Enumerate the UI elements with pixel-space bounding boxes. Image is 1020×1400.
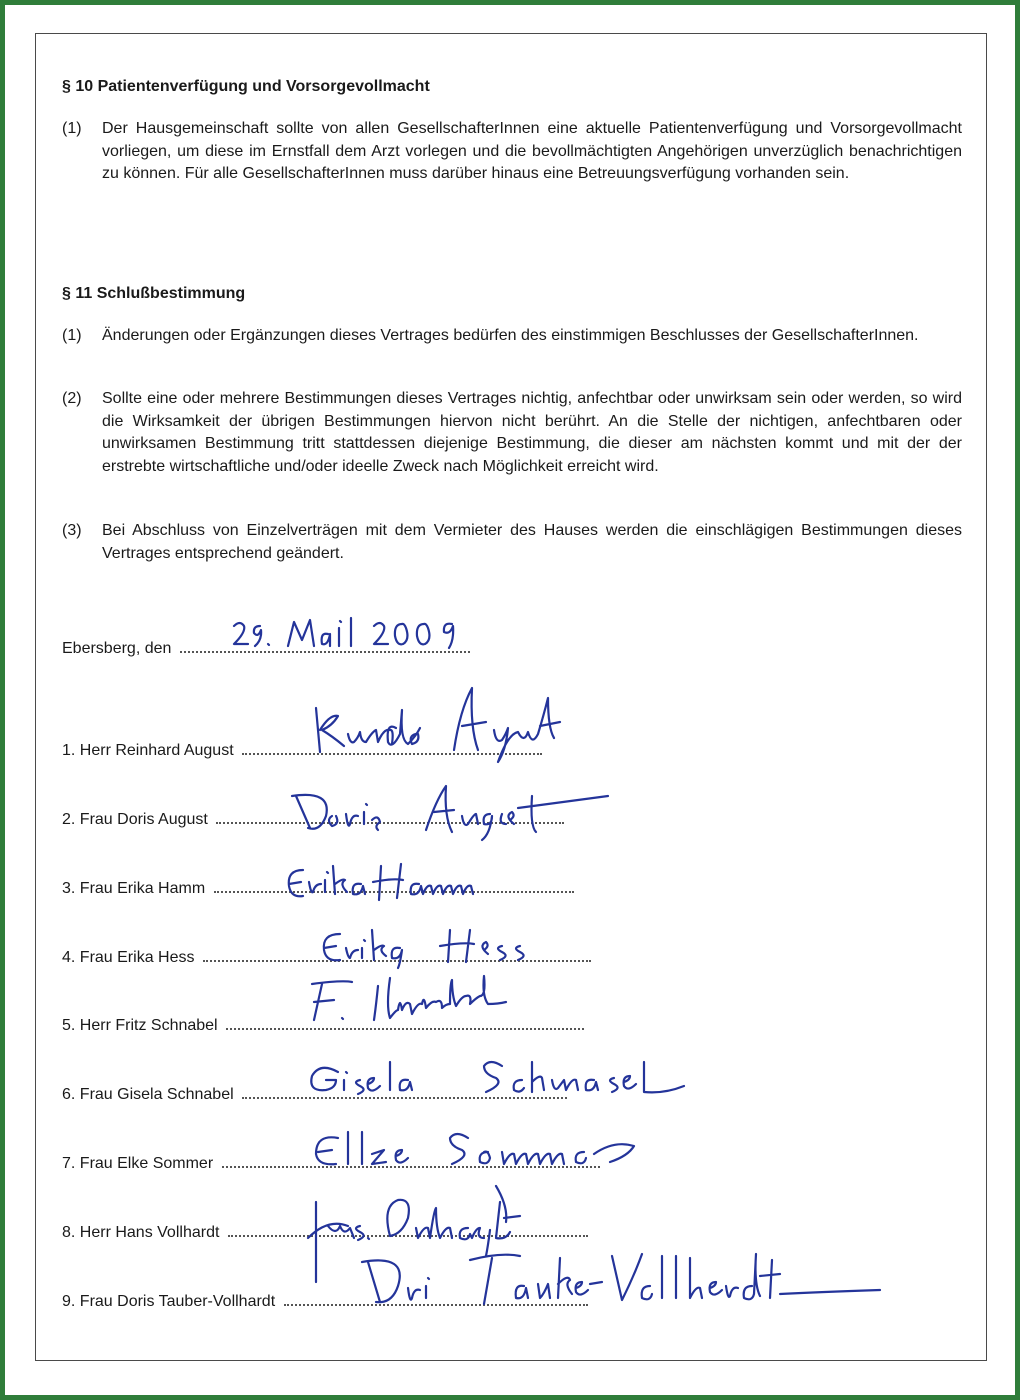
section-10-paragraph-1	[62, 118, 962, 210]
document-page	[35, 33, 987, 1361]
section-11-paragraph-2	[62, 388, 962, 503]
signature-image-4	[316, 922, 536, 970]
handwritten-date	[226, 612, 476, 657]
signature-image-1	[304, 680, 634, 760]
signatory-name: 3. Frau Erika Hamm	[62, 880, 206, 897]
signatory-name: 6. Frau Gisela Schnabel	[62, 1086, 234, 1103]
signature-image-2	[286, 782, 626, 842]
paragraph-text: Änderungen oder Ergänzungen dieses Vertrages bedürfen des einstimmigen Beschlusses der GesellschafterInnen.	[102, 327, 919, 344]
signatory-name: 9. Frau Doris Tauber-Vollhardt	[62, 1293, 276, 1310]
paragraph-text: Bei Abschluss von Einzelverträgen mit dem Vermieter des Hauses werden die einschlägigen Bestimmungen dieses Vertrages entsprechend geändert.	[102, 522, 962, 562]
paragraph-number: (1)	[62, 120, 82, 137]
signature-image-7	[306, 1124, 646, 1180]
paragraph-number: (1)	[62, 327, 82, 344]
paragraph-number: (3)	[62, 522, 82, 539]
signatory-name: 5. Herr Fritz Schnabel	[62, 1017, 218, 1034]
signatory-name: 8. Herr Hans Vollhardt	[62, 1224, 220, 1241]
section-11-heading: § 11 Schlußbestimmung	[62, 285, 246, 302]
signature-image-3	[281, 856, 521, 906]
section-11-paragraph-1	[62, 325, 962, 371]
section-11-paragraph-3	[62, 520, 962, 566]
signatory-name: 1. Herr Reinhard August	[62, 742, 234, 759]
paragraph-text: Der Hausgemeinschaft sollte von allen GesellschafterInnen eine aktuelle Patientenverfügung und Vorsorgevollmacht vorliegen, um diese im Ernstfall dem Arzt vorlegen und die bevollmächtigten Angehörigen unverzüglich benachrichtigen zu können. Für alle GesellschafterInnen muss darüber hinaus eine Betreuungsverfügung vorhanden sein.	[102, 120, 962, 182]
signature-image-5	[298, 974, 578, 1032]
paragraph-text: Sollte eine oder mehrere Bestimmungen dieses Vertrages nichtig, anfechtbar oder unwirksam sein oder werden, so wird die Wirksamkeit der übrigen Bestimmungen hiervon nicht berührt. An die Stelle der nichtigen, anfechtbaren oder unwirksamen Bestimmung tritt stattdessen diejenige Bestimmung, die dieser am nächsten kommt und mit der der erstrebte wirtschaftliche und/oder ideelle Zweck nach Möglichkeit erreicht wird.	[102, 390, 962, 475]
signatory-name: 7. Frau Elke Sommer	[62, 1155, 214, 1172]
signatory-name: 4. Frau Erika Hess	[62, 949, 195, 966]
section-10-heading: § 10 Patientenverfügung und Vorsorgevollmacht	[62, 78, 430, 95]
paragraph-number: (2)	[62, 390, 82, 407]
signature-image-6	[304, 1052, 734, 1112]
place-date-label: Ebersberg, den	[62, 640, 172, 657]
signatory-name: 2. Frau Doris August	[62, 811, 208, 828]
signature-image-9	[354, 1248, 894, 1318]
